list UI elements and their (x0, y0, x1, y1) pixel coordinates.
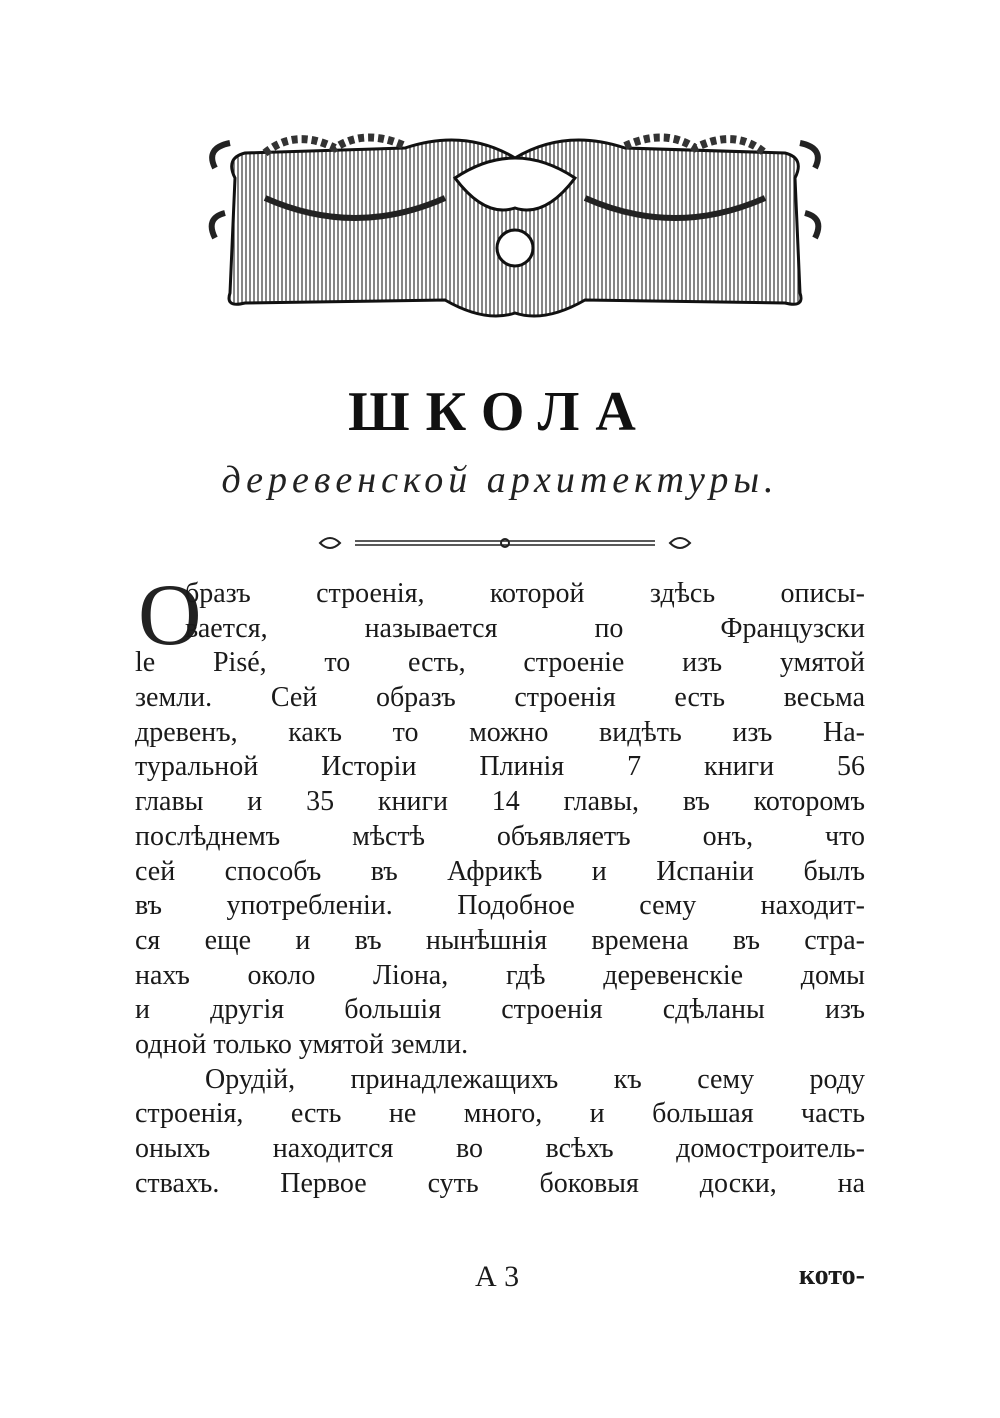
text-line: оныхъ находится во всѣхъ домостроитель- (135, 1133, 865, 1164)
headpiece-ornament (205, 118, 825, 328)
text-line: земли. Сей образъ строенія есть весьма (135, 682, 865, 714)
text-line: Орудій, принадлежащихъ къ сему роду (205, 1063, 865, 1095)
text-line: въ употребленіи. Подобное сему находит- (135, 890, 865, 922)
catchword: кото- (798, 1260, 865, 1291)
text-line: туральной Исторіи Плинія 7 книги 56 (135, 751, 865, 783)
drop-cap: О (138, 567, 202, 664)
text-line: одной только умятой земли. (135, 1028, 469, 1060)
page-subtitle: деревенской архитектуры. (221, 459, 779, 501)
text-line: послѣднемъ мѣстѣ объявляетъ онъ, что (135, 820, 865, 852)
text-line: строенія, есть не много, и большая часть (135, 1098, 865, 1130)
text-line: сей способъ въ Африкѣ и Испаніи былъ (135, 855, 865, 887)
text-line: древенъ, какъ то можно видѣть изъ На- (135, 716, 865, 748)
text-line: вается, называется по Французски (185, 612, 865, 644)
body-text (135, 577, 865, 1201)
ornamental-divider (315, 533, 695, 553)
text-line: le Pisé, то есть, строеніе изъ умятой (135, 647, 865, 679)
text-line: бразъ строенія, которой здѣсь описы- (185, 578, 865, 609)
page-title: ШКОЛА (348, 381, 652, 443)
signature-mark: А 3 (475, 1260, 520, 1293)
text-line: главы и 35 книги 14 главы, въ которомъ (135, 786, 865, 818)
text-line: нахъ около Ліона, гдѣ деревенскіе домы (135, 959, 865, 991)
text-line: ствахъ. Первое суть боковыя доски, на (135, 1167, 865, 1199)
text-line: и другія большія строенія сдѣланы изъ (135, 994, 865, 1026)
text-line: ся еще и въ нынѣшнія времена въ стра- (135, 924, 865, 956)
